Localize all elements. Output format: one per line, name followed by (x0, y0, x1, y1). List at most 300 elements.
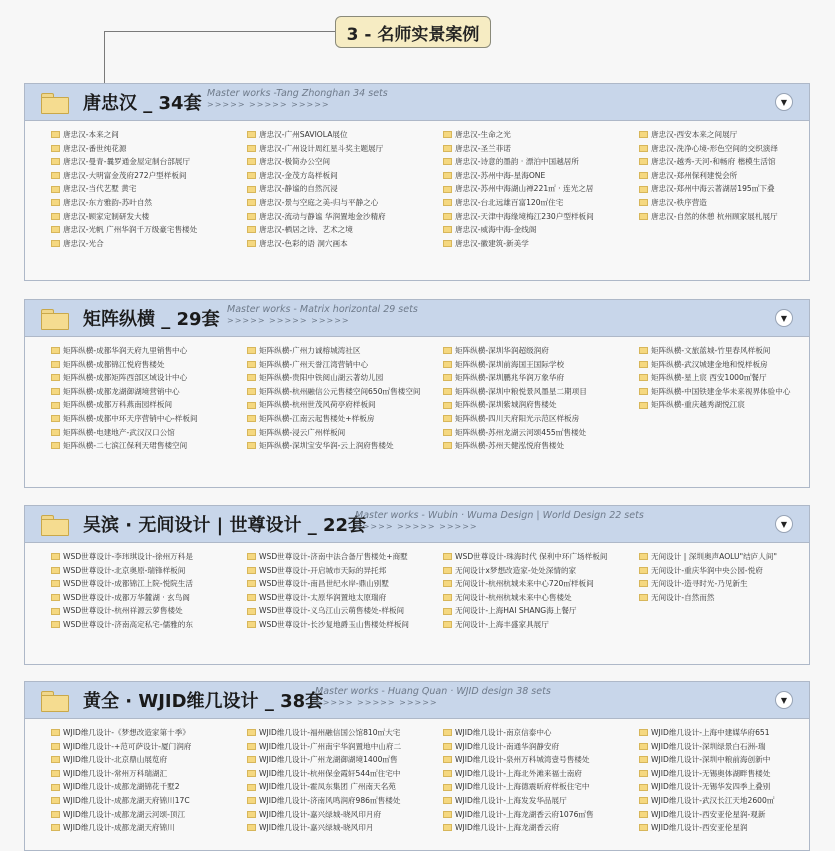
list-item-label: WJID维几设计-成都龙湖锦花千墅2 (63, 782, 180, 792)
list-item[interactable] (51, 426, 201, 440)
folder-icon (41, 93, 67, 113)
file-folder-icon (443, 756, 452, 763)
list-item[interactable] (51, 344, 201, 358)
file-folder-icon (443, 770, 452, 777)
list-item[interactable] (443, 550, 608, 564)
list-item[interactable] (639, 780, 789, 794)
chevron-down-circle-icon[interactable]: ▼ (775, 691, 793, 709)
list-item[interactable] (639, 726, 789, 740)
file-column (639, 128, 835, 250)
list-item[interactable] (639, 155, 789, 169)
list-item[interactable] (247, 412, 397, 426)
list-item-label: WJID维几设计-西安亚伦星润-观新 (651, 809, 766, 819)
chevron-down-circle-icon[interactable]: ▼ (775, 93, 793, 111)
file-folder-icon (443, 580, 452, 587)
list-item-label: 无间设计 | 深圳奥声AOLU"结庐人间" (651, 552, 777, 561)
list-item[interactable] (443, 358, 593, 372)
list-item[interactable] (639, 371, 789, 385)
file-folder-icon (639, 811, 648, 818)
list-item-label: 无间设计x梦想改造家-处处深情的家 (455, 565, 577, 575)
folder-icon (41, 309, 67, 329)
section-subtitle: Master works - Matrix horizontal 29 sets (227, 304, 418, 315)
list-item-label: 矩阵纵横-重庆越秀湖悦江宸 (651, 400, 745, 410)
file-folder-icon (51, 347, 60, 354)
file-folder-icon (639, 131, 648, 138)
file-folder-icon (247, 361, 256, 368)
list-item-label: 唐忠汉-广州设计周红星斗奖主题展厅 (259, 143, 384, 153)
list-item-label: WSD世尊设计-济南高定私宅-儒雅的东 (63, 619, 193, 629)
list-item-label: 唐忠汉-诗意的墨韵 · 漂泊中国越居所 (455, 157, 579, 167)
file-folder-icon (247, 131, 256, 138)
list-item[interactable] (247, 371, 397, 385)
list-item[interactable] (51, 385, 201, 399)
list-item-label: 唐忠汉-流动与静谧 华润置地金沙精府 (259, 211, 386, 221)
list-item[interactable] (443, 618, 593, 632)
list-item-label: WJID维几设计-南通华润静安府 (455, 741, 560, 751)
list-item[interactable] (247, 577, 397, 591)
list-item[interactable] (639, 182, 789, 196)
list-item[interactable] (51, 564, 201, 578)
file-column (443, 128, 639, 250)
file-folder-icon (639, 580, 648, 587)
list-item-label: WJID维几设计-西安亚伦星润 (651, 823, 748, 833)
list-item[interactable] (443, 196, 593, 210)
list-item[interactable] (443, 385, 593, 399)
file-folder-icon (51, 729, 60, 736)
list-item-label: 无间设计-上海HAI SHANG海上餐厅 (455, 606, 577, 616)
list-item-label: 矩阵纵横-广州力诚榕城湾社区 (259, 346, 361, 355)
list-item-label: 矩阵纵横-成都万科燕南园样板间 (63, 400, 173, 410)
file-folder-icon (639, 172, 648, 179)
file-folder-icon (639, 567, 648, 574)
list-item[interactable] (247, 128, 397, 142)
list-item-label: 唐忠汉-金茂方岛样板间 (259, 170, 338, 180)
list-item[interactable] (51, 550, 201, 564)
file-folder-icon (51, 824, 60, 831)
folder-icon (41, 515, 67, 535)
list-item[interactable] (51, 412, 201, 426)
section-subtitle: Master works - Huang Quan · WJID design 38 sets (315, 686, 551, 697)
file-folder-icon (247, 567, 256, 574)
list-item[interactable] (443, 237, 593, 251)
list-item[interactable] (443, 753, 593, 767)
list-item[interactable] (51, 128, 201, 142)
list-item-label: WJID维几设计-上海德震昕府样板住宅中 (455, 782, 590, 792)
list-item[interactable] (51, 142, 201, 156)
file-folder-icon (443, 374, 452, 381)
list-item-label: WSD世尊设计-义乌江山云萌售楼处-样板间 (259, 606, 405, 616)
list-item-label: WJID维几设计-霍凤东集团 广州南天名苑 (259, 782, 396, 792)
section-header[interactable] (25, 506, 809, 543)
list-item-label: WSD世尊设计-成都锦江上院-悦院生活 (63, 579, 193, 589)
list-item[interactable] (443, 169, 593, 183)
list-item-label: 矩阵纵横-成都矩阵西部区域设计中心 (63, 373, 188, 383)
list-item[interactable] (639, 767, 789, 781)
list-item[interactable] (443, 223, 593, 237)
list-item[interactable] (51, 398, 201, 412)
list-item[interactable] (247, 753, 397, 767)
list-item[interactable] (51, 358, 201, 372)
file-folder-icon (639, 347, 648, 354)
file-folder-icon (443, 131, 452, 138)
file-folder-icon (51, 429, 60, 436)
list-item-label: 矩阵纵横-杭州世茂风荷亭府样板间 (259, 400, 376, 410)
list-item-label: 矩阵纵横-杭州融信公元售楼空间650㎡售楼空间 (259, 386, 421, 396)
list-item-label: 矩阵纵横-成都龙湖御湖境营销中心 (63, 386, 180, 396)
file-folder-icon (639, 824, 648, 831)
file-folder-icon (247, 429, 256, 436)
list-item-label: WSD世尊设计-北京奥原-瑞锋样板间 (63, 565, 186, 575)
list-item[interactable] (443, 128, 593, 142)
list-item[interactable] (247, 767, 401, 781)
file-folder-icon (51, 594, 60, 601)
list-item-label: 唐忠汉-洗净心境-形色空间的交织演绎 (651, 143, 778, 153)
file-folder-icon (639, 186, 648, 193)
chevron-down-circle-icon[interactable]: ▼ (775, 309, 793, 327)
list-item[interactable] (51, 794, 201, 808)
list-item-label: 矩阵纵横-苏州天健泓悦府售楼处 (455, 441, 565, 451)
list-item[interactable] (247, 398, 397, 412)
list-item[interactable] (443, 780, 593, 794)
list-item-label: 矩阵纵横-二七滨江保利天珺售楼空间 (63, 441, 188, 451)
list-item[interactable] (247, 604, 405, 618)
file-folder-icon (247, 594, 256, 601)
list-item[interactable] (639, 591, 789, 605)
list-item-label: WJID维几设计-深圳中粮前海创新中 (651, 755, 771, 765)
list-item[interactable] (51, 753, 201, 767)
file-folder-icon (639, 388, 648, 395)
file-grid (25, 718, 809, 835)
list-item-label: 唐忠汉-威海中海-金线阁 (455, 225, 537, 235)
list-item[interactable] (51, 169, 201, 183)
file-folder-icon (247, 158, 256, 165)
file-folder-icon (51, 145, 60, 152)
file-folder-icon (443, 811, 452, 818)
file-folder-icon (443, 743, 452, 750)
list-item-label: WJID维几设计-成都龙湖天府锦川 (63, 823, 175, 833)
file-folder-icon (443, 442, 452, 449)
list-item[interactable] (51, 155, 201, 169)
file-folder-icon (639, 770, 648, 777)
list-item[interactable] (639, 753, 789, 767)
list-item[interactable] (247, 358, 397, 372)
file-folder-icon (443, 429, 452, 436)
list-item[interactable] (443, 182, 593, 196)
list-item-label: 矩阵纵横-深圳前海国王国际学校 (455, 359, 565, 369)
list-item[interactable] (247, 726, 401, 740)
list-item[interactable] (247, 142, 397, 156)
list-item[interactable] (443, 726, 593, 740)
file-folder-icon (51, 743, 60, 750)
file-grid (25, 542, 809, 632)
section-title: 唐忠汉 _ 34套 (83, 93, 202, 114)
list-item[interactable] (247, 439, 397, 453)
file-column (443, 550, 639, 632)
file-folder-icon (247, 621, 256, 628)
list-item-label: WJID维几设计-成都龙湖云河颂-顶江 (63, 809, 186, 819)
connector-horizontal (104, 31, 335, 32)
list-item[interactable] (247, 550, 408, 564)
list-item[interactable] (247, 237, 397, 251)
page-title-box (335, 16, 491, 48)
section-arrows: >>>>> >>>>> >>>>> (227, 316, 350, 325)
list-item[interactable] (639, 808, 789, 822)
list-item[interactable] (51, 821, 201, 835)
file-folder-icon (443, 784, 452, 791)
list-item[interactable] (443, 142, 593, 156)
file-folder-icon (247, 145, 256, 152)
list-item[interactable] (247, 780, 397, 794)
list-item-label: WJID维几设计-上海龙湖香云府 (455, 823, 560, 833)
list-item-label: WSD世尊设计-珠海时代 保利中环广场样板间 (455, 552, 608, 561)
list-item[interactable] (51, 780, 201, 794)
list-item-label: 无间设计-杭州杭城未来中心720㎡样板间 (455, 579, 594, 589)
list-item[interactable] (247, 210, 397, 224)
list-item[interactable] (443, 371, 593, 385)
list-item[interactable] (51, 196, 201, 210)
list-item[interactable] (51, 808, 201, 822)
list-item-label: WJID维几设计-成都龙湖天府锦川17C (63, 795, 190, 805)
list-item-label: 唐忠汉-光帆 广州华润千万级豪宅售楼处 (63, 225, 198, 235)
file-folder-icon (443, 145, 452, 152)
file-column (51, 550, 247, 632)
list-item-label: 唐忠汉-番世纯花源 (63, 143, 127, 153)
chevron-down-circle-icon[interactable]: ▼ (775, 515, 793, 533)
list-item-label: WJID维几设计-北京鼎山展览府 (63, 755, 168, 765)
list-item[interactable] (639, 142, 789, 156)
list-item[interactable] (247, 740, 402, 754)
file-folder-icon (247, 797, 256, 804)
list-item-label: WSD世尊设计-杭州祥源云萝售楼处 (63, 606, 183, 616)
list-item-label: 矩阵纵横-深圳鹏兆华润万象华府 (455, 373, 565, 383)
file-folder-icon (639, 199, 648, 206)
list-item[interactable] (443, 155, 593, 169)
list-item[interactable] (247, 591, 397, 605)
list-item-label: 唐忠汉-东方雅韵-苏叶自然 (63, 197, 153, 207)
file-folder-icon (639, 145, 648, 152)
file-folder-icon (639, 797, 648, 804)
list-item-label: 矩阵纵横-武汉城建金地和悦样板房 (651, 359, 768, 369)
list-item-label: 唐忠汉-光合 (63, 238, 104, 248)
file-folder-icon (51, 621, 60, 628)
list-item-label: 唐忠汉-郑州中海云著湖居195㎡下叠 (651, 184, 775, 194)
list-item-label: WJID维几设计-福州融信国公馆810㎡大宅 (259, 728, 401, 737)
list-item-label: 唐忠汉-栖居之诗、艺术之境 (259, 225, 353, 235)
file-folder-icon (443, 797, 452, 804)
list-item[interactable] (639, 398, 789, 412)
list-item[interactable] (639, 128, 789, 142)
section-header[interactable] (25, 682, 809, 719)
list-item-label: 无间设计-造寻时光-乃见新生 (651, 579, 748, 589)
file-folder-icon (51, 553, 60, 560)
file-folder-icon (51, 172, 60, 179)
section-header[interactable] (25, 84, 809, 121)
list-item[interactable] (51, 618, 201, 632)
list-item[interactable] (51, 439, 201, 453)
list-item[interactable] (443, 344, 593, 358)
list-item[interactable] (639, 740, 789, 754)
file-folder-icon (51, 213, 60, 220)
section-arrows: >>>>> >>>>> >>>>> (207, 100, 330, 109)
file-folder-icon (247, 756, 256, 763)
list-item[interactable] (639, 577, 789, 591)
file-folder-icon (247, 743, 256, 750)
list-item[interactable] (51, 604, 201, 618)
list-item-label: WSD世尊设计-太原华润置地太原瑞府 (259, 592, 387, 602)
file-folder-icon (247, 226, 256, 233)
list-item[interactable] (51, 223, 201, 237)
list-item[interactable] (639, 196, 789, 210)
list-item[interactable] (247, 169, 397, 183)
list-item[interactable] (443, 577, 593, 591)
file-folder-icon (247, 784, 256, 791)
list-item[interactable] (247, 794, 401, 808)
list-item[interactable] (247, 182, 397, 196)
file-folder-icon (51, 131, 60, 138)
list-item[interactable] (51, 740, 201, 754)
file-column (639, 550, 835, 632)
section-header[interactable] (25, 300, 809, 337)
list-item-label: 唐忠汉-苏州中海-星海ONE (455, 170, 546, 180)
file-folder-icon (639, 553, 648, 560)
list-item[interactable] (443, 767, 593, 781)
list-item[interactable] (247, 344, 397, 358)
list-item[interactable] (443, 210, 593, 224)
list-item[interactable] (247, 564, 397, 578)
file-column (51, 128, 247, 250)
file-folder-icon (639, 361, 648, 368)
list-item[interactable] (639, 821, 789, 835)
section-wubin-design (24, 505, 810, 665)
list-item-label: WJID维几设计-常州万科瑞湖汇 (63, 768, 168, 778)
list-item-label: 唐忠汉-当代艺墅 黄宅 (63, 184, 137, 194)
list-item[interactable] (443, 412, 593, 426)
list-item-label: WJID维几设计-+范可萨设计-厦门润府 (63, 741, 192, 751)
list-item[interactable] (443, 591, 593, 605)
list-item[interactable] (443, 439, 593, 453)
list-item-label: 矩阵纵横-深圳华润超级润府 (455, 346, 549, 355)
list-item[interactable] (247, 385, 421, 399)
file-folder-icon (51, 199, 60, 206)
list-item-label: 矩阵纵横-浸云广州样板间 (259, 427, 346, 437)
file-folder-icon (247, 199, 256, 206)
list-item-label: 唐忠汉-极简办公空间 (259, 157, 331, 167)
list-item-label: 矩阵纵横-文旅蓝城-竹里春风样板间 (651, 346, 771, 355)
list-item-label: 矩阵纵横-贵阳中铁阅山湖云著幼儿园 (259, 373, 384, 383)
file-folder-icon (639, 213, 648, 220)
list-item-label: 唐忠汉-色彩的语 洞穴画本 (259, 238, 348, 248)
list-item[interactable] (443, 426, 593, 440)
list-item[interactable] (51, 577, 201, 591)
list-item[interactable] (247, 808, 397, 822)
file-folder-icon (443, 608, 452, 615)
section-huang-quan (24, 681, 810, 851)
list-item-label: WSD世尊设计-成都万华麓湖 · 玄鸟阁 (63, 592, 190, 602)
list-item-label: 唐忠汉-秩序营造 (651, 197, 707, 207)
list-item-label: WJID维几设计-上海北外滩来福士南府 (455, 768, 582, 778)
list-item[interactable] (639, 210, 789, 224)
file-folder-icon (247, 347, 256, 354)
list-item[interactable] (639, 564, 789, 578)
file-folder-icon (51, 186, 60, 193)
list-item[interactable] (443, 564, 593, 578)
file-folder-icon (51, 580, 60, 587)
connector-vertical (104, 31, 105, 83)
list-item[interactable] (443, 398, 593, 412)
list-item[interactable] (639, 385, 789, 399)
file-folder-icon (51, 388, 60, 395)
file-folder-icon (639, 402, 648, 409)
list-item[interactable] (51, 371, 201, 385)
file-folder-icon (247, 442, 256, 449)
list-item[interactable] (247, 426, 397, 440)
file-column (443, 726, 639, 835)
list-item-label: 矩阵纵横-成都华润天府九里销售中心 (63, 346, 188, 355)
list-item[interactable] (247, 821, 397, 835)
list-item-label: 唐忠汉-广州SAVIOLA展位 (259, 130, 348, 139)
file-folder-icon (51, 374, 60, 381)
list-item[interactable] (51, 237, 201, 251)
file-folder-icon (443, 388, 452, 395)
list-item[interactable] (443, 794, 593, 808)
file-folder-icon (51, 158, 60, 165)
list-item[interactable] (51, 182, 201, 196)
file-folder-icon (639, 729, 648, 736)
list-item-label: 矩阵纵横-广州天誉江湾营销中心 (259, 359, 369, 369)
list-item[interactable] (247, 223, 397, 237)
section-title: 吴滨 · 无间设计 | 世尊设计 _ 22套 (83, 515, 367, 536)
list-item-label: WJID维几设计-深圳绿景白石洲-瑞 (651, 741, 766, 751)
list-item[interactable] (51, 726, 201, 740)
list-item-label: 唐忠汉-徽建筑-新美学 (455, 238, 529, 248)
file-folder-icon (51, 240, 60, 247)
list-item[interactable] (639, 169, 789, 183)
list-item-label: WSD世尊设计-李玮琪设计-徐州万科是 (63, 552, 193, 561)
list-item-label: WJID维几设计-《梦想改造家第十季》 (63, 728, 190, 737)
list-item[interactable] (443, 821, 593, 835)
list-item[interactable] (51, 767, 201, 781)
list-item-label: WJID维几设计-杭州保金霞轩544㎡住宅中 (259, 768, 401, 778)
list-item[interactable] (51, 210, 201, 224)
list-item[interactable] (247, 618, 410, 632)
file-folder-icon (247, 580, 256, 587)
file-column (639, 726, 835, 835)
list-item[interactable] (443, 808, 593, 822)
file-folder-icon (51, 811, 60, 818)
list-item-label: 矩阵纵横-江南云起售楼处+样板房 (259, 413, 375, 423)
list-item[interactable] (639, 794, 789, 808)
list-item[interactable] (443, 604, 593, 618)
file-folder-icon (51, 442, 60, 449)
list-item-label: WJID维几设计-嘉兴绿城-晓风印月 (259, 823, 374, 833)
list-item[interactable] (247, 155, 397, 169)
list-item-label: 唐忠汉-台北远雄百富120㎡住宅 (455, 197, 564, 207)
list-item-label: 唐忠汉-西安本来之间展厅 (651, 130, 738, 139)
list-item[interactable] (51, 591, 201, 605)
list-item-label: WSD世尊设计-开启城市天际的异托邦 (259, 565, 387, 575)
file-folder-icon (247, 402, 256, 409)
list-item[interactable] (639, 358, 789, 372)
page-title: 3 - 名师实景案例 (346, 24, 480, 45)
list-item[interactable] (443, 740, 593, 754)
file-column (247, 550, 443, 632)
section-title: 矩阵纵横 _ 29套 (83, 309, 220, 330)
file-folder-icon (443, 213, 452, 220)
file-folder-icon (443, 199, 452, 206)
list-item[interactable] (639, 344, 789, 358)
list-item[interactable] (639, 550, 789, 564)
list-item[interactable] (247, 196, 397, 210)
